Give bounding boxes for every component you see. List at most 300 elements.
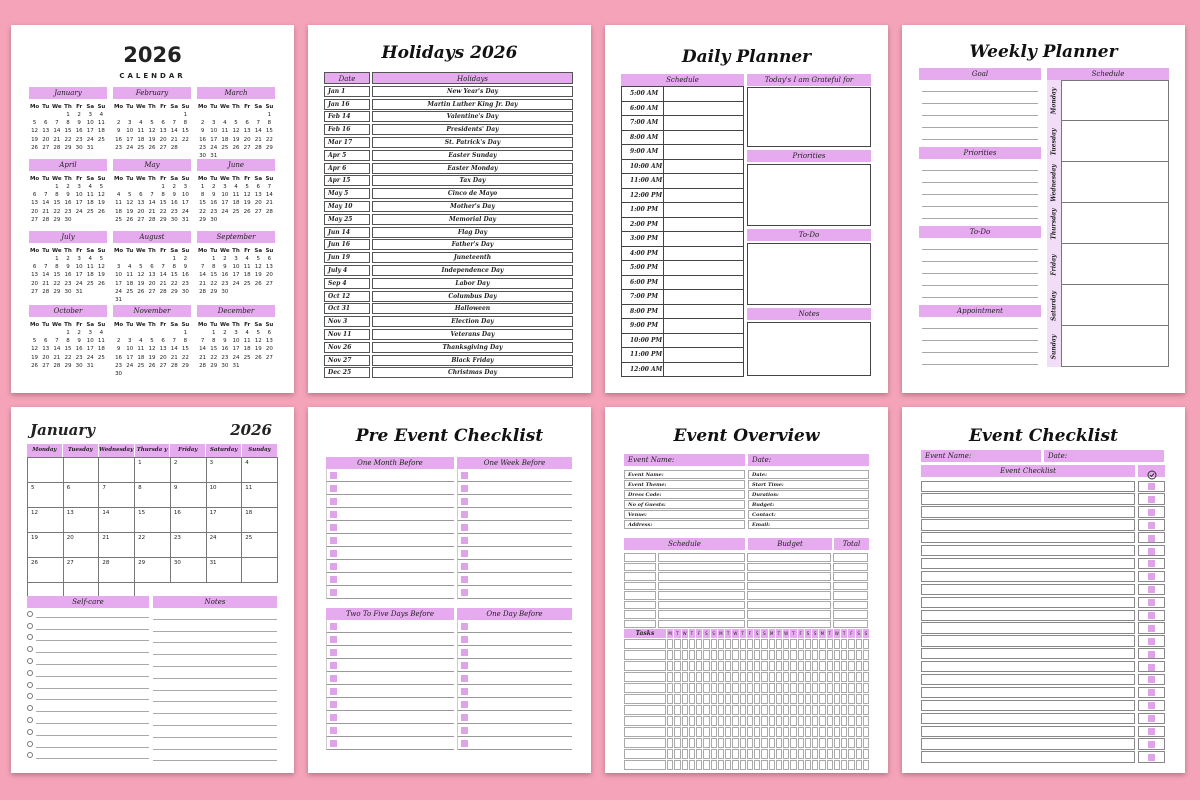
task-check[interactable] [761, 694, 767, 704]
checklist-item[interactable] [921, 519, 1135, 530]
task-check[interactable] [790, 705, 796, 715]
day-number[interactable]: 12 [97, 192, 105, 199]
day-number[interactable]: 26 [254, 354, 262, 361]
day-number[interactable]: 29 [210, 288, 218, 295]
day-number[interactable]: 12 [148, 346, 156, 353]
total-item[interactable] [833, 591, 868, 600]
day-number[interactable]: 20 [31, 208, 39, 215]
selfcare-item[interactable] [27, 643, 149, 655]
task-name[interactable] [624, 738, 666, 748]
checkbox[interactable] [461, 701, 468, 708]
day-number[interactable]: 22 [64, 136, 72, 143]
task-check[interactable] [711, 705, 717, 715]
task-check[interactable] [827, 727, 833, 737]
task-check[interactable] [798, 672, 804, 682]
day-number[interactable]: 20 [148, 280, 156, 287]
checkbox-cell[interactable] [1138, 674, 1165, 685]
checkbox-cell[interactable] [1138, 700, 1165, 711]
task-check[interactable] [769, 760, 775, 770]
task-check[interactable] [834, 716, 840, 726]
day-number[interactable]: 5 [234, 120, 238, 127]
day-number[interactable]: 28 [53, 144, 61, 151]
day-number[interactable]: 13 [31, 200, 39, 207]
task-check[interactable] [863, 639, 869, 649]
day-number[interactable]: 22 [159, 208, 167, 215]
day-number[interactable]: 19 [137, 280, 145, 287]
write-line[interactable] [153, 702, 277, 714]
task-check[interactable] [819, 661, 825, 671]
checkbox-cell[interactable] [1138, 635, 1165, 646]
day-number[interactable]: 10 [221, 192, 229, 199]
task-check[interactable] [790, 639, 796, 649]
task-check[interactable] [769, 694, 775, 704]
task-check[interactable] [674, 683, 680, 693]
checkbox[interactable] [330, 511, 337, 518]
day-number[interactable]: 27 [31, 288, 39, 295]
task-check[interactable] [863, 694, 869, 704]
task-check[interactable] [674, 672, 680, 682]
day-number[interactable]: 16 [221, 272, 229, 279]
day-number[interactable]: 12 [137, 272, 145, 279]
task-check[interactable] [812, 749, 818, 759]
day-number[interactable]: 25 [232, 208, 240, 215]
day-number[interactable]: 2 [211, 184, 216, 190]
task-check[interactable] [812, 738, 818, 748]
task-check[interactable] [769, 705, 775, 715]
day-cell[interactable]: 25 [242, 533, 278, 558]
task-check[interactable] [776, 661, 782, 671]
checklist-item[interactable] [921, 687, 1135, 698]
write-line[interactable] [153, 632, 277, 644]
day-number[interactable]: 10 [232, 264, 240, 271]
detail-field[interactable]: Contact: [748, 510, 869, 519]
day-number[interactable]: 21 [42, 208, 50, 215]
day-number[interactable]: 10 [75, 264, 83, 271]
task-check[interactable] [848, 672, 854, 682]
schedule-item[interactable] [658, 563, 745, 572]
day-number[interactable]: 15 [170, 272, 178, 279]
circle-checkbox-icon[interactable] [27, 658, 33, 664]
day-number[interactable]: 21 [53, 136, 61, 143]
task-check[interactable] [848, 727, 854, 737]
day-number[interactable]: 16 [181, 272, 189, 279]
day-number[interactable]: 3 [234, 330, 238, 336]
checklist-item[interactable] [921, 751, 1135, 762]
day-number[interactable]: 14 [170, 128, 178, 135]
task-check[interactable] [783, 738, 789, 748]
task-check[interactable] [682, 661, 688, 671]
task-check[interactable] [790, 749, 796, 759]
day-number[interactable]: 25 [243, 280, 251, 287]
day-number[interactable]: 24 [232, 280, 240, 287]
task-check[interactable] [798, 749, 804, 759]
checklist-item[interactable] [921, 532, 1135, 543]
task-check[interactable] [761, 738, 767, 748]
day-number[interactable]: 5 [256, 330, 261, 336]
checkbox-cell[interactable] [1138, 597, 1165, 608]
task-check[interactable] [732, 650, 738, 660]
day-number[interactable]: 12 [31, 346, 39, 353]
day-number[interactable]: 15 [210, 346, 218, 353]
write-line[interactable] [922, 329, 1038, 341]
day-number[interactable]: 28 [199, 288, 207, 295]
task-check[interactable] [761, 705, 767, 715]
day-number[interactable]: 13 [254, 192, 262, 199]
task-check[interactable] [812, 650, 818, 660]
task-check[interactable] [805, 749, 811, 759]
day-number[interactable]: 10 [115, 272, 123, 279]
day-number[interactable]: 5 [32, 120, 37, 127]
task-check[interactable] [812, 661, 818, 671]
day-number[interactable]: 20 [254, 200, 262, 207]
detail-field[interactable]: Start Time: [748, 480, 869, 489]
checkbox[interactable] [1148, 548, 1155, 555]
day-number[interactable]: 19 [31, 136, 39, 143]
day-number[interactable]: 29 [265, 144, 273, 151]
checkbox[interactable] [330, 701, 337, 708]
schedule-item[interactable] [658, 610, 745, 619]
day-number[interactable]: 27 [254, 208, 262, 215]
schedule-time[interactable] [624, 582, 656, 591]
day-number[interactable]: 31 [86, 144, 94, 151]
task-check[interactable] [856, 727, 862, 737]
day-number[interactable]: 20 [265, 272, 273, 279]
task-name[interactable] [624, 650, 666, 660]
day-number[interactable]: 20 [42, 354, 50, 361]
day-number[interactable]: 22 [53, 208, 61, 215]
day-number[interactable]: 28 [159, 288, 167, 295]
task-check[interactable] [798, 694, 804, 704]
task-check[interactable] [841, 716, 847, 726]
day-number[interactable]: 24 [221, 208, 229, 215]
day-cell[interactable]: 19 [28, 533, 64, 558]
task-check[interactable] [689, 672, 695, 682]
day-number[interactable]: 8 [66, 338, 70, 345]
day-number[interactable]: 28 [170, 362, 178, 369]
checkbox-cell[interactable] [1138, 687, 1165, 698]
task-name[interactable] [624, 683, 666, 693]
task-check[interactable] [682, 683, 688, 693]
task-check[interactable] [754, 705, 760, 715]
circle-checkbox-icon[interactable] [27, 717, 33, 723]
task-check[interactable] [827, 716, 833, 726]
task-check[interactable] [798, 705, 804, 715]
day-number[interactable]: 1 [200, 184, 205, 190]
task-name[interactable] [624, 727, 666, 737]
day-number[interactable]: 9 [183, 264, 188, 271]
task-check[interactable] [769, 738, 775, 748]
todo-box[interactable] [747, 243, 871, 305]
day-number[interactable]: 19 [254, 346, 262, 353]
detail-field[interactable]: No of Guests: [624, 500, 745, 509]
checkbox[interactable] [330, 524, 337, 531]
checklist-item[interactable] [921, 635, 1135, 646]
circle-checkbox-icon[interactable] [27, 693, 33, 699]
checkbox[interactable] [1148, 560, 1155, 567]
day-cell[interactable]: 24 [207, 533, 243, 558]
task-check[interactable] [754, 749, 760, 759]
day-number[interactable]: 2 [172, 184, 177, 190]
checklist-item[interactable] [921, 713, 1135, 724]
checkbox-cell[interactable] [1138, 661, 1165, 672]
day-number[interactable]: 29 [170, 288, 178, 295]
task-check[interactable] [689, 661, 695, 671]
day-cell[interactable]: 4 [242, 458, 278, 483]
day-number[interactable]: 4 [234, 184, 238, 190]
day-number[interactable]: 23 [75, 136, 83, 143]
task-check[interactable] [682, 760, 688, 770]
task-check[interactable] [747, 672, 753, 682]
task-check[interactable] [711, 683, 717, 693]
task-check[interactable] [711, 727, 717, 737]
day-cell[interactable] [242, 558, 278, 583]
task-check[interactable] [718, 738, 724, 748]
total-item[interactable] [833, 601, 868, 610]
task-check[interactable] [747, 738, 753, 748]
day-number[interactable]: 17 [86, 346, 94, 353]
task-check[interactable] [703, 749, 709, 759]
day-number[interactable]: 8 [267, 120, 272, 127]
day-number[interactable]: 30 [64, 216, 72, 223]
selfcare-item[interactable] [27, 714, 149, 726]
day-number[interactable]: 6 [139, 192, 143, 199]
day-cell[interactable]: 26 [28, 558, 64, 583]
task-check[interactable] [827, 738, 833, 748]
day-number[interactable]: 2 [223, 330, 227, 336]
checklist-item[interactable] [921, 700, 1135, 711]
write-line[interactable] [153, 608, 277, 620]
checkbox[interactable] [330, 688, 337, 695]
day-number[interactable]: 15 [181, 346, 189, 353]
task-check[interactable] [827, 672, 833, 682]
task-check[interactable] [689, 705, 695, 715]
task-check[interactable] [754, 727, 760, 737]
task-check[interactable] [790, 672, 796, 682]
day-number[interactable]: 23 [115, 362, 123, 369]
schedule-item[interactable] [658, 572, 745, 581]
day-number[interactable]: 7 [161, 264, 165, 271]
task-check[interactable] [848, 738, 854, 748]
day-number[interactable]: 19 [243, 200, 251, 207]
day-number[interactable]: 15 [64, 128, 72, 135]
time-slot[interactable] [664, 232, 743, 246]
day-number[interactable]: 23 [210, 208, 218, 215]
day-number[interactable]: 25 [137, 144, 145, 151]
task-check[interactable] [740, 705, 746, 715]
task-check[interactable] [841, 683, 847, 693]
day-number[interactable]: 29 [64, 362, 72, 369]
checkbox[interactable] [1148, 509, 1155, 516]
selfcare-item[interactable] [27, 608, 149, 620]
task-check[interactable] [696, 672, 702, 682]
task-check[interactable] [725, 650, 731, 660]
day-number[interactable]: 2 [223, 256, 227, 262]
day-number[interactable]: 14 [42, 200, 50, 207]
day-number[interactable]: 23 [170, 208, 178, 215]
day-number[interactable]: 15 [181, 128, 189, 135]
task-check[interactable] [827, 639, 833, 649]
day-number[interactable]: 16 [221, 346, 229, 353]
task-check[interactable] [740, 716, 746, 726]
day-number[interactable]: 14 [53, 128, 61, 135]
day-number[interactable]: 3 [88, 330, 93, 336]
day-number[interactable]: 31 [75, 288, 83, 295]
task-check[interactable] [834, 672, 840, 682]
task-check[interactable] [725, 716, 731, 726]
day-number[interactable]: 15 [210, 272, 218, 279]
task-check[interactable] [703, 694, 709, 704]
checklist-item[interactable] [921, 571, 1135, 582]
task-check[interactable] [725, 694, 731, 704]
checkbox-cell[interactable] [1138, 751, 1165, 762]
task-check[interactable] [689, 738, 695, 748]
checkbox[interactable] [461, 563, 468, 570]
task-check[interactable] [754, 716, 760, 726]
task-check[interactable] [703, 738, 709, 748]
day-number[interactable]: 13 [148, 272, 156, 279]
day-number[interactable]: 3 [127, 338, 132, 345]
schedule-item[interactable] [658, 601, 745, 610]
day-number[interactable]: 27 [243, 144, 251, 151]
task-check[interactable] [747, 749, 753, 759]
task-check[interactable] [863, 738, 869, 748]
day-number[interactable]: 26 [97, 280, 105, 287]
day-number[interactable]: 26 [232, 144, 240, 151]
day-number[interactable]: 1 [183, 112, 188, 118]
day-number[interactable]: 18 [232, 200, 240, 207]
day-cell[interactable]: 17 [207, 508, 243, 533]
checkbox[interactable] [1148, 676, 1155, 683]
task-check[interactable] [863, 716, 869, 726]
day-number[interactable]: 12 [97, 264, 105, 271]
day-number[interactable]: 18 [243, 346, 251, 353]
day-number[interactable]: 19 [97, 272, 105, 279]
task-check[interactable] [711, 650, 717, 660]
time-slot[interactable] [664, 87, 743, 101]
checkbox[interactable] [461, 498, 468, 505]
task-check[interactable] [805, 672, 811, 682]
task-check[interactable] [696, 639, 702, 649]
time-slot[interactable] [664, 218, 743, 232]
task-check[interactable] [783, 639, 789, 649]
day-number[interactable]: 18 [243, 272, 251, 279]
task-check[interactable] [696, 738, 702, 748]
task-check[interactable] [819, 672, 825, 682]
day-number[interactable]: 5 [256, 256, 261, 262]
day-number[interactable]: 3 [234, 256, 238, 262]
task-check[interactable] [682, 749, 688, 759]
schedule-item[interactable] [658, 582, 745, 591]
checkbox[interactable] [1148, 535, 1155, 542]
task-check[interactable] [674, 727, 680, 737]
detail-field[interactable]: Event Theme: [624, 480, 745, 489]
day-cell[interactable]: 30 [171, 558, 207, 583]
day-number[interactable]: 17 [75, 200, 83, 207]
day-cell[interactable]: 27 [64, 558, 100, 583]
checkbox-cell[interactable] [1138, 584, 1165, 595]
task-check[interactable] [776, 716, 782, 726]
day-number[interactable]: 29 [53, 216, 61, 223]
selfcare-item[interactable] [27, 726, 149, 738]
task-check[interactable] [798, 760, 804, 770]
task-check[interactable] [761, 749, 767, 759]
day-number[interactable]: 20 [243, 136, 251, 143]
day-number[interactable]: 1 [66, 330, 70, 336]
day-cell[interactable] [99, 458, 135, 483]
checkbox[interactable] [461, 589, 468, 596]
task-check[interactable] [667, 716, 673, 726]
task-check[interactable] [732, 683, 738, 693]
task-check[interactable] [863, 650, 869, 660]
task-check[interactable] [674, 639, 680, 649]
checkbox-cell[interactable] [1138, 726, 1165, 737]
day-number[interactable]: 17 [210, 136, 218, 143]
task-check[interactable] [703, 639, 709, 649]
day-cell[interactable]: 7 [99, 483, 135, 508]
task-check[interactable] [856, 760, 862, 770]
day-number[interactable]: 27 [42, 362, 50, 369]
task-check[interactable] [834, 705, 840, 715]
day-number[interactable]: 11 [86, 264, 94, 271]
day-number[interactable]: 2 [183, 256, 188, 262]
day-number[interactable]: 3 [127, 120, 132, 127]
checkbox[interactable] [461, 550, 468, 557]
checkbox[interactable] [1148, 612, 1155, 619]
day-number[interactable]: 14 [159, 272, 167, 279]
day-box[interactable] [1061, 285, 1169, 326]
task-check[interactable] [798, 639, 804, 649]
checkbox-cell[interactable] [1138, 713, 1165, 724]
day-number[interactable]: 15 [53, 200, 61, 207]
day-number[interactable]: 9 [200, 128, 205, 135]
day-number[interactable]: 28 [53, 362, 61, 369]
day-number[interactable]: 2 [200, 120, 205, 127]
task-check[interactable] [711, 661, 717, 671]
day-number[interactable]: 6 [32, 192, 37, 199]
day-number[interactable]: 10 [232, 338, 240, 345]
checkbox[interactable] [330, 485, 337, 492]
task-check[interactable] [740, 727, 746, 737]
day-cell[interactable]: 16 [171, 508, 207, 533]
task-check[interactable] [682, 738, 688, 748]
day-number[interactable]: 30 [64, 288, 72, 295]
checkbox-cell[interactable] [1138, 506, 1165, 517]
circle-checkbox-icon[interactable] [27, 623, 33, 629]
task-check[interactable] [740, 683, 746, 693]
task-check[interactable] [856, 705, 862, 715]
day-number[interactable]: 27 [31, 216, 39, 223]
day-number[interactable]: 23 [221, 354, 229, 361]
task-name[interactable] [624, 749, 666, 759]
day-number[interactable]: 29 [64, 144, 72, 151]
task-check[interactable] [732, 639, 738, 649]
day-number[interactable]: 27 [42, 144, 50, 151]
day-number[interactable]: 21 [254, 136, 262, 143]
task-check[interactable] [841, 705, 847, 715]
task-check[interactable] [747, 705, 753, 715]
task-check[interactable] [740, 650, 746, 660]
task-check[interactable] [740, 661, 746, 671]
task-check[interactable] [732, 705, 738, 715]
task-check[interactable] [819, 650, 825, 660]
day-number[interactable]: 12 [126, 200, 134, 207]
day-number[interactable]: 14 [254, 128, 262, 135]
task-check[interactable] [667, 727, 673, 737]
day-number[interactable]: 16 [64, 200, 72, 207]
write-line[interactable] [153, 620, 277, 632]
schedule-time[interactable] [624, 563, 656, 572]
day-number[interactable]: 20 [159, 136, 167, 143]
